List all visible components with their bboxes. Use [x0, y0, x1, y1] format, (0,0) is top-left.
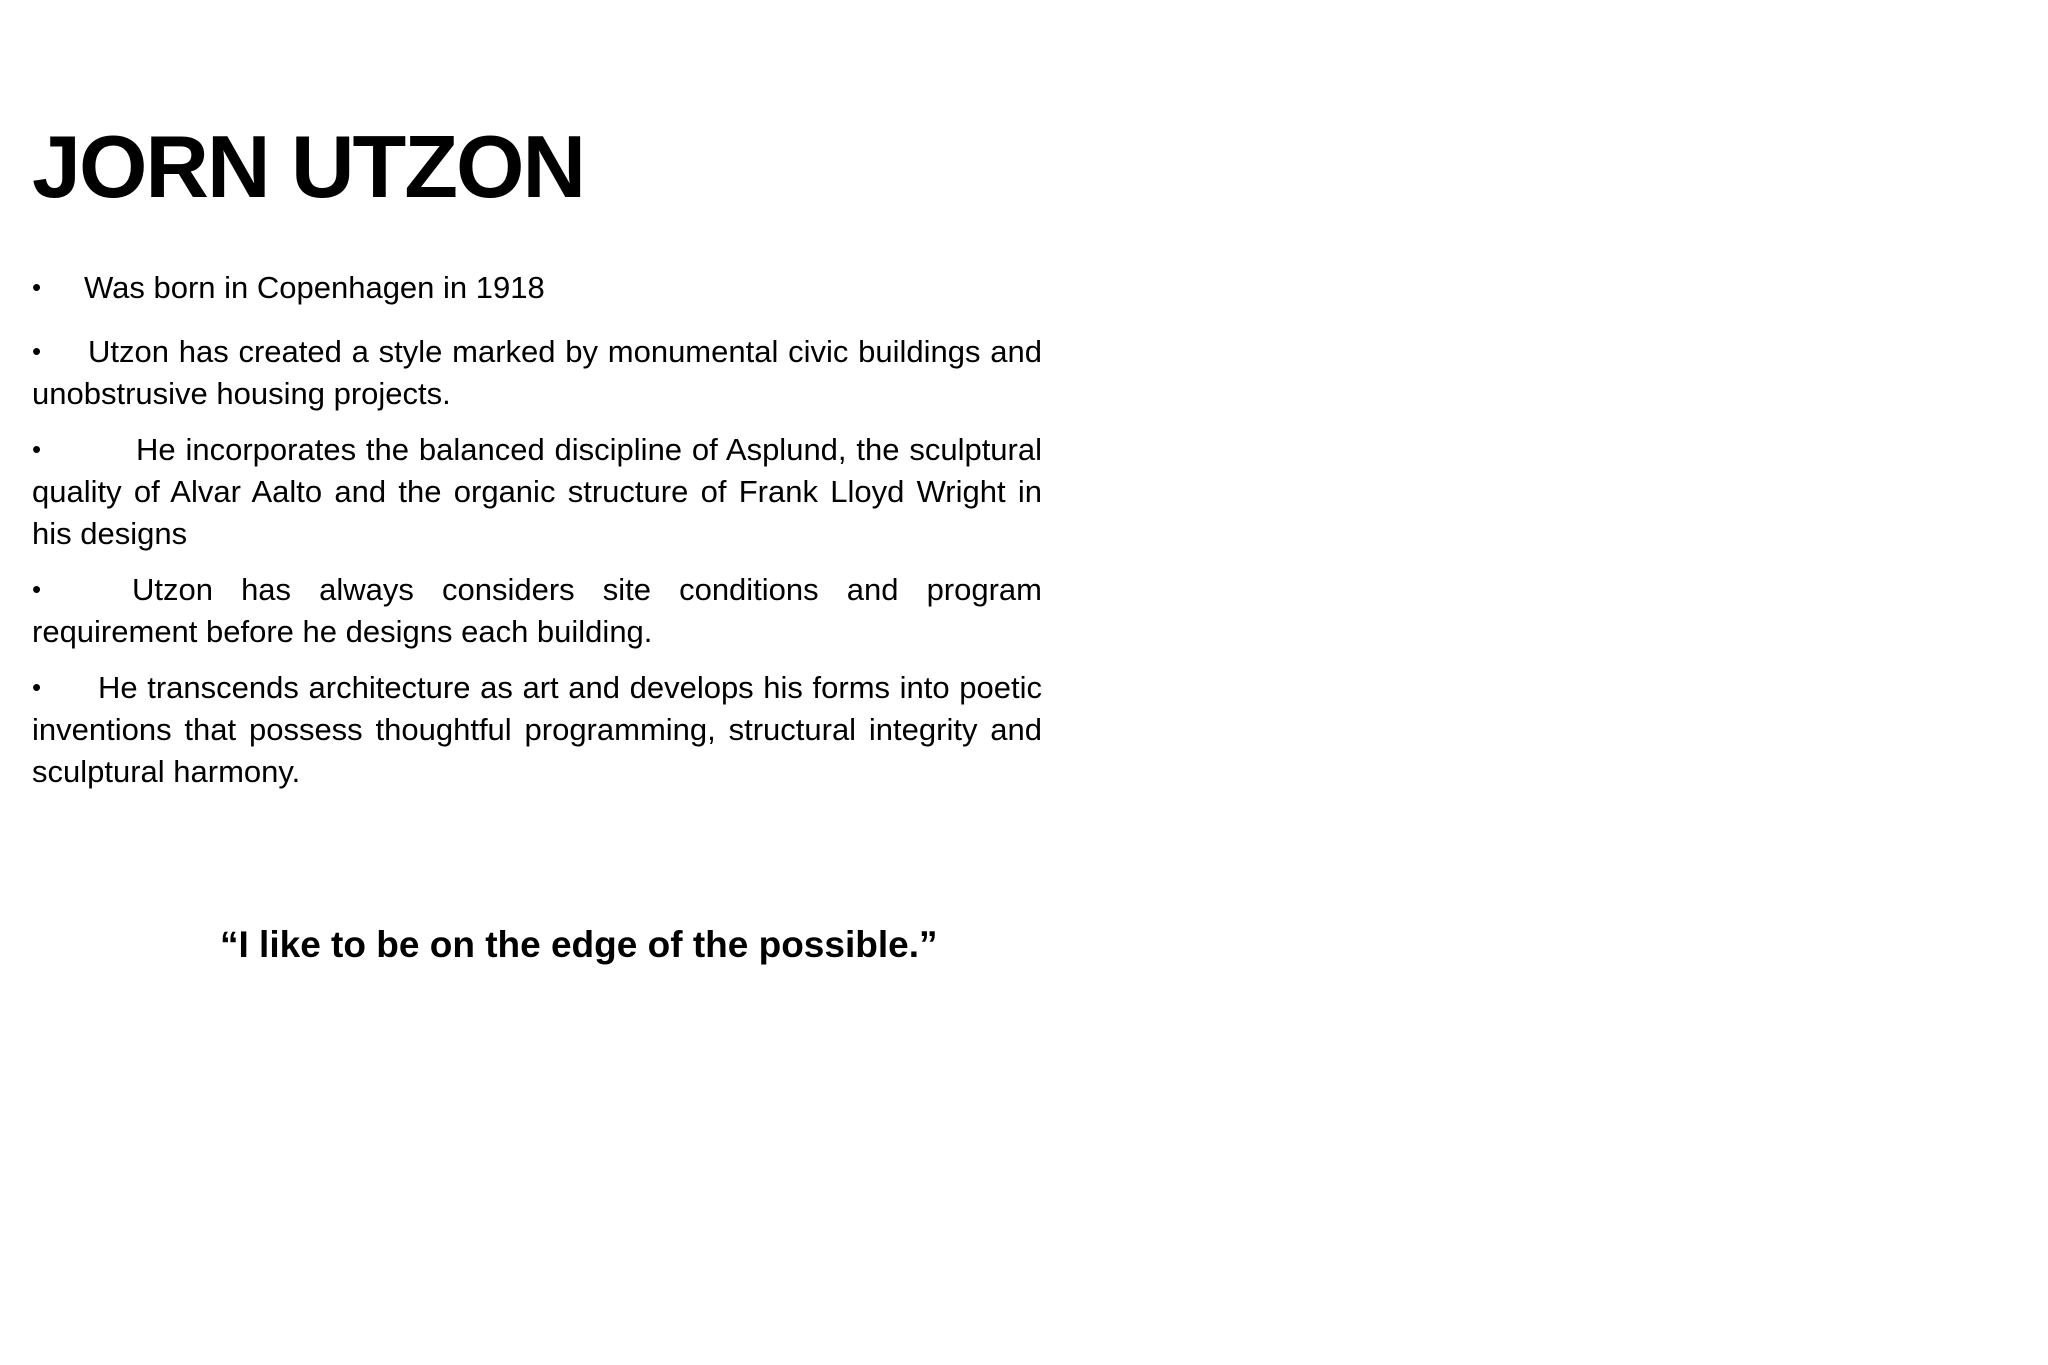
bullet-icon: • [32, 434, 42, 464]
page-title: JORN UTZON [32, 117, 584, 216]
quote-text: “I like to be on the edge of the possible.” [220, 924, 938, 965]
bullet-text: Utzon has always considers site conditions and program requirement before he designs each building. [32, 572, 1042, 649]
bullet-icon: • [32, 574, 42, 604]
bullet-item-architecture-as-art [32, 666, 1042, 793]
bullet-item-influences [32, 428, 1042, 555]
bullet-item-style [32, 330, 1042, 415]
bullet-item-site-conditions [32, 568, 1042, 653]
bullet-text: He incorporates the balanced discipline of Asplund, the sculptural quality of Alvar Aalto and the organic structure of Frank Lloyd Wright in his designs [32, 432, 1042, 551]
bullet-icon: • [32, 672, 42, 702]
bullet-text: He transcends architecture as art and develops his forms into poetic inventions that possess thoughtful programming, structural integrity and sculptural harmony. [32, 670, 1042, 789]
bullet-item-birth [32, 266, 1042, 309]
bullet-list [32, 266, 1042, 806]
bullet-text: Utzon has created a style marked by monumental civic buildings and unobstrusive housing projects. [32, 334, 1042, 411]
bullet-icon: • [32, 272, 42, 302]
bullet-text: Was born in Copenhagen in 1918 [84, 270, 545, 305]
bullet-icon: • [32, 336, 42, 366]
